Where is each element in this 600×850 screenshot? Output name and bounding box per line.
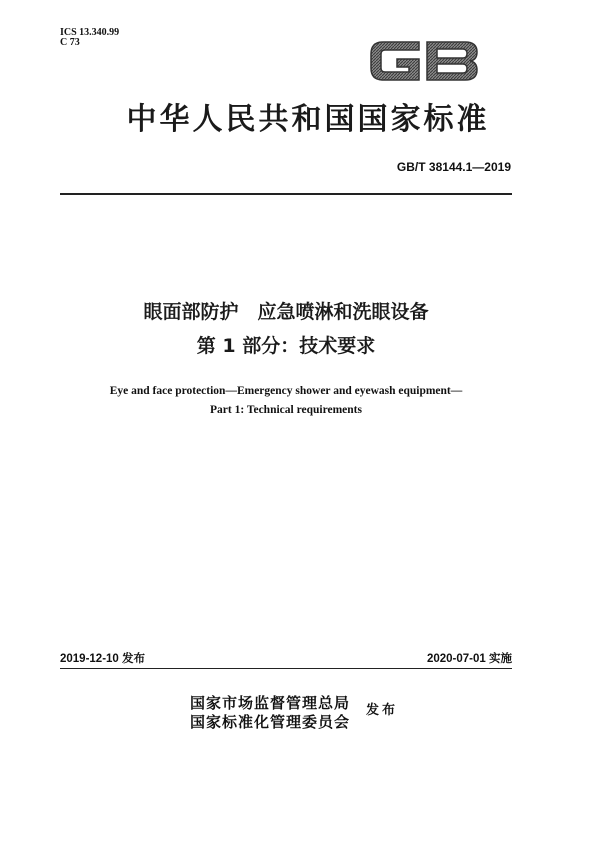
ccs-code: C 73 [60,37,80,48]
ics-code: ICS 13.340.99 [60,27,120,38]
gb-logo [367,34,481,88]
issue-date: 2019-12-10 发布 [60,653,146,665]
header-divider [60,193,512,195]
footer-divider [60,668,512,669]
gb-logo-letter-g [371,42,419,80]
issuer-sac: 国家标准化管理委员会 [190,713,351,731]
classification-codes [60,28,119,48]
release-label: 发布 [366,703,399,718]
gb-logo-letter-b [427,42,477,80]
title-chinese-line-2: 第 1 部分：技术要求 [196,335,376,357]
standard-number: GB/T 38144.1—2019 [396,160,511,174]
title-chinese-line-1: 眼面部防护 应急喷淋和洗眼设备 [143,301,429,323]
national-standard-heading: 中华人民共和国国家标准 [126,102,490,137]
title-english-line-1: Eye and face protection—Emergency shower and eyewash equipment— [109,385,463,397]
title-english-line-2: Part 1: Technical requirements [210,404,362,416]
implementation-date: 2020-07-01 实施 [426,653,512,665]
issuer-samr: 国家市场监督管理总局 [190,694,351,712]
